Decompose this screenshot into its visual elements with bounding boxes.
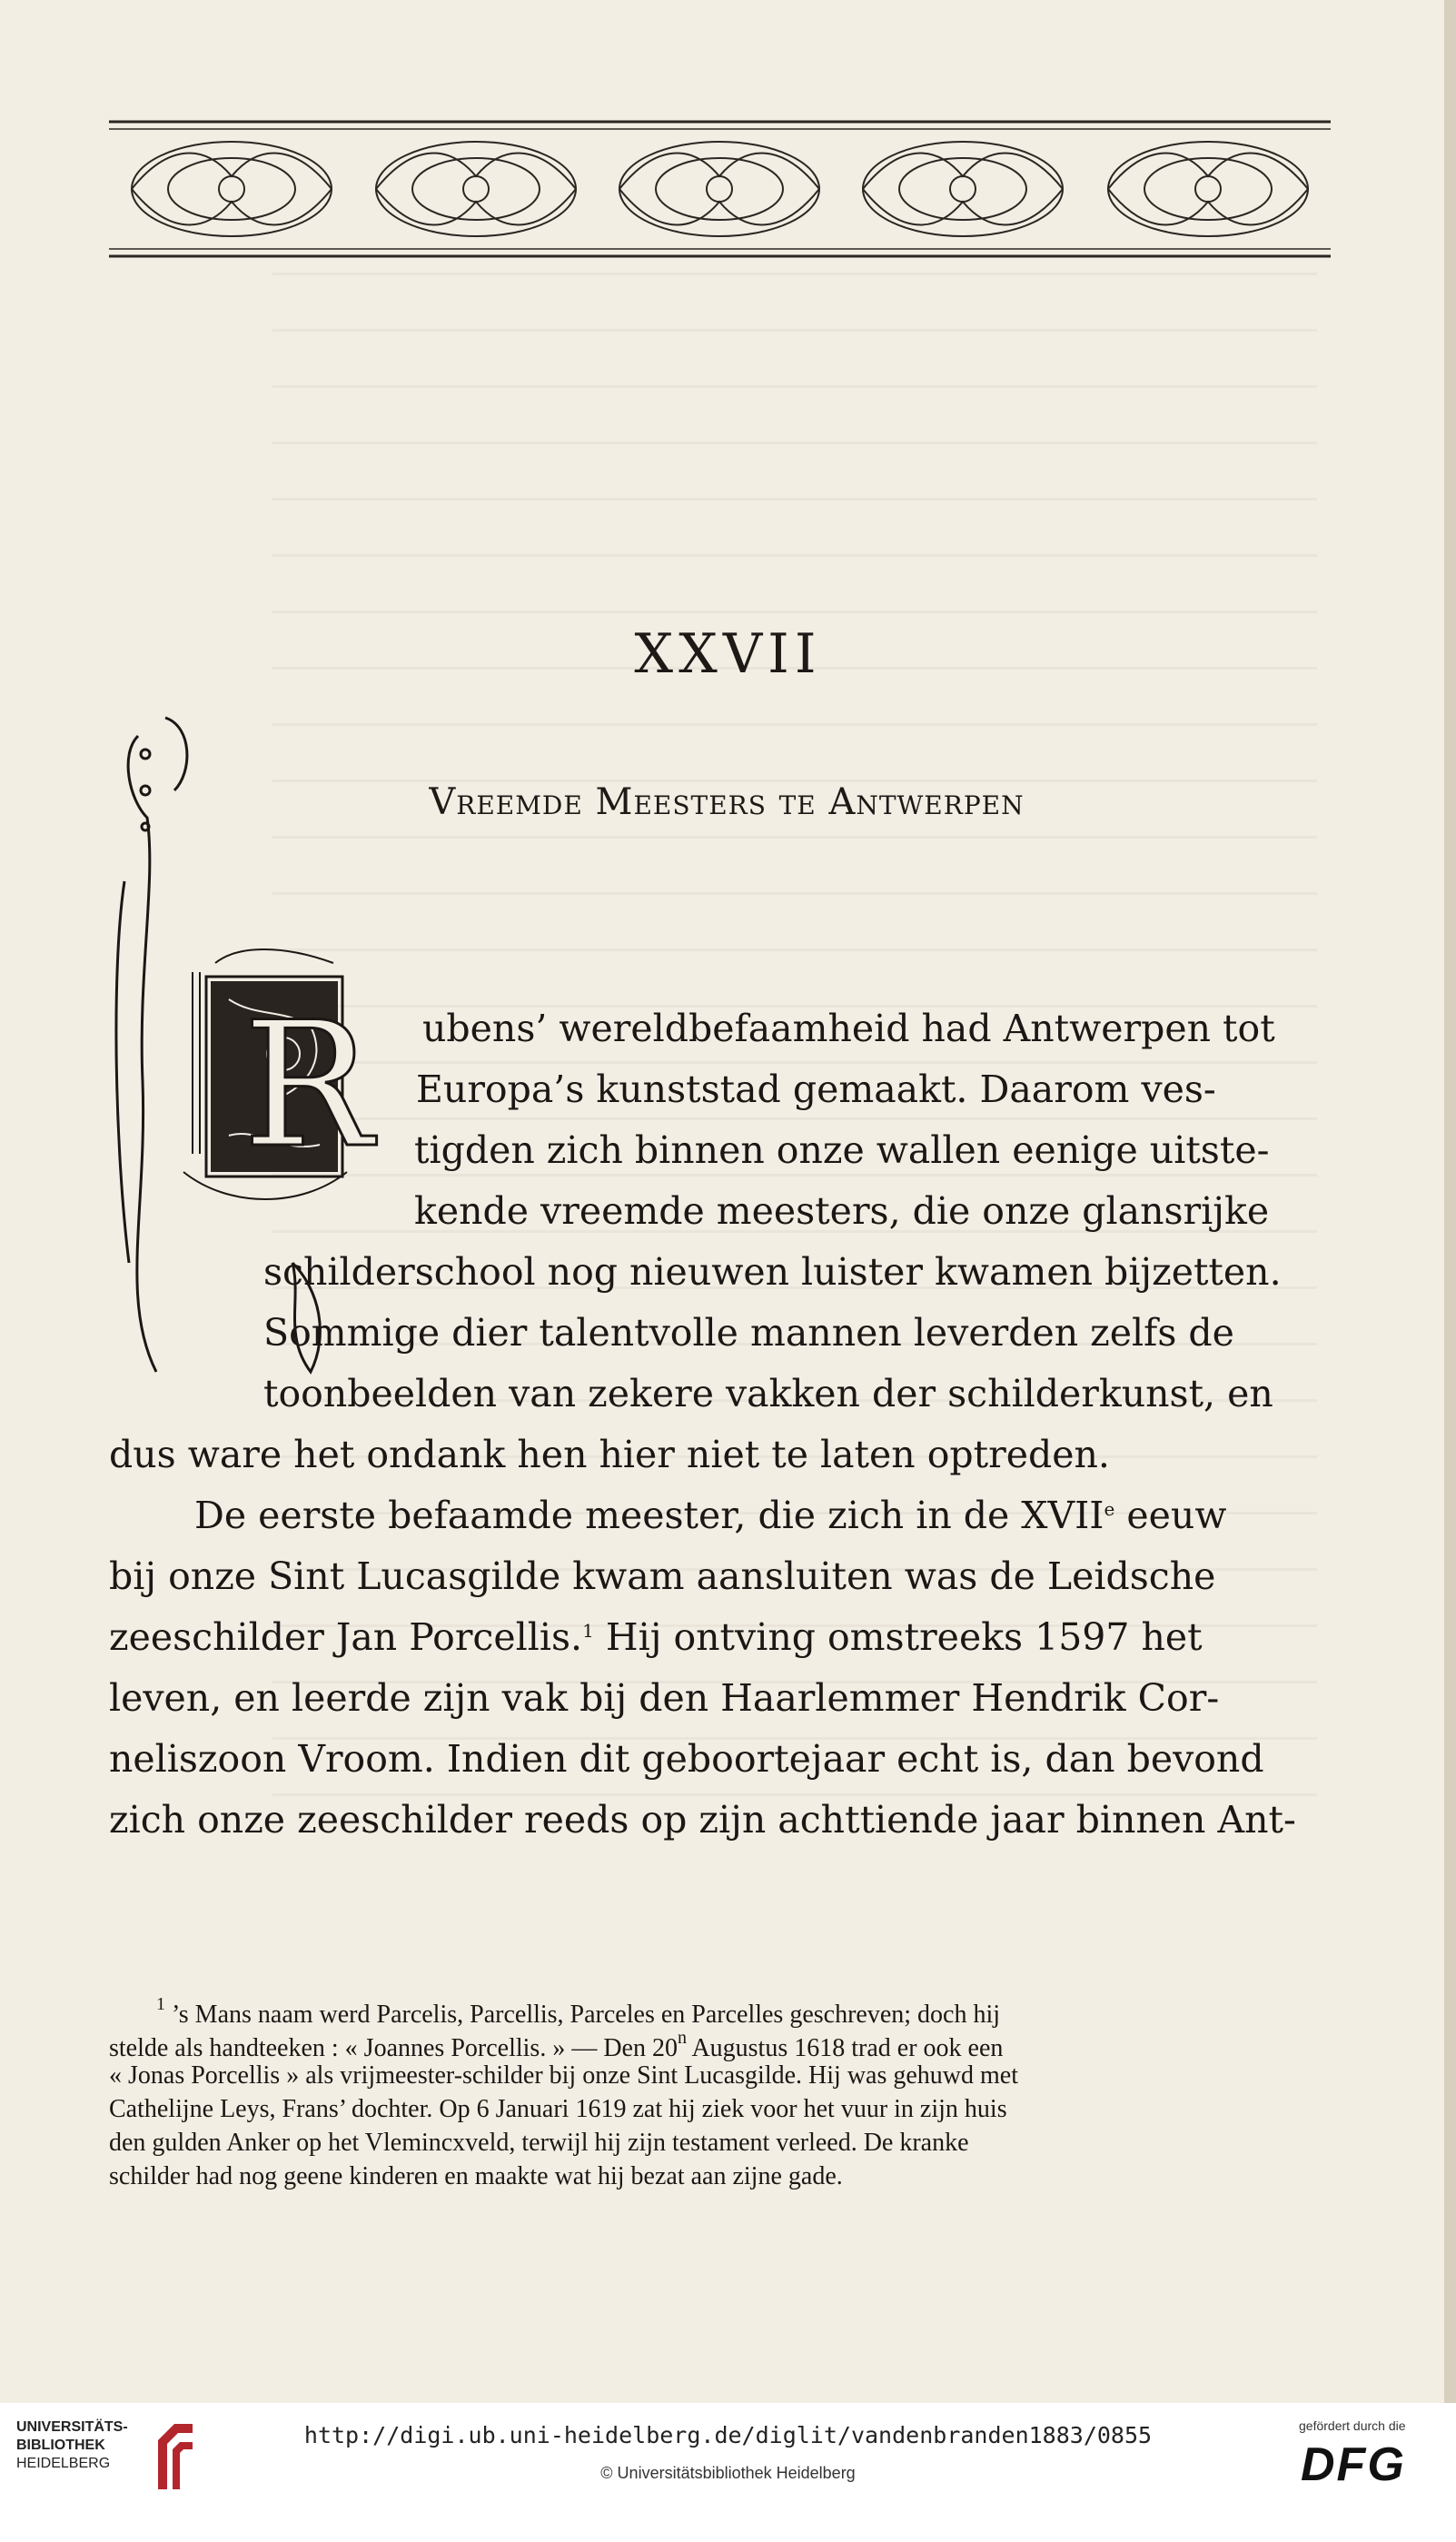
body-line: schilderschool nog nieuwen luister kwamen bijzetten.	[263, 1250, 1282, 1294]
body-line: toonbeelden van zekere vakken der schilderkunst, en	[263, 1372, 1273, 1415]
superscript: e	[1104, 1498, 1115, 1520]
body-line: leven, en leerde zijn vak bij den Haarlemmer Hendrik Cor-	[109, 1676, 1220, 1720]
body-line: neliszoon Vroom. Indien dit geboortejaar echt is, dan bevond	[109, 1737, 1264, 1781]
footnote-line	[109, 2028, 1003, 2063]
dropcap-letter: R	[243, 985, 373, 1186]
footnote-reference: 1	[582, 1620, 594, 1642]
body-line: ubens’ wereldbefaamheid had Antwerpen tot	[422, 1007, 1275, 1050]
funding-note: gefördert durch die	[1299, 2418, 1406, 2433]
footnote-text: Augustus 1618 trad er ook een	[691, 2034, 1004, 2062]
footnote-marker: 1	[156, 1994, 165, 2014]
chapter-number: XXVII	[634, 622, 822, 686]
body-text: eeuw	[1126, 1494, 1227, 1537]
body-text: De eerste befaamde meester, die zich in de XVII	[194, 1494, 1104, 1537]
permalink-url[interactable]: http://digi.ub.uni-heidelberg.de/diglit/vandenbranden1883/0855	[303, 2422, 1153, 2448]
body-line: Europa’s kunststad gemaakt. Daarom ves-	[416, 1067, 1216, 1111]
body-line: zich onze zeeschilder reeds op zijn achttiende jaar binnen Ant-	[109, 1798, 1296, 1842]
body-line: kende vreemde meesters, die onze glansrijke	[414, 1189, 1270, 1233]
footnote-text: ’s Mans naam werd Parcelis, Parcellis, Parceles en Parcelles geschreven; doch hij	[172, 2001, 1001, 2029]
logo-line: BIBLIOTHEK	[16, 2438, 105, 2453]
superscript: n	[677, 2028, 687, 2048]
footnote-line: Cathelijne Leys, Frans’ dochter. Op 6 Januari 1619 zat hij ziek voor het vuur in zijn huis	[109, 2095, 1007, 2123]
body-text: zeeschilder Jan Porcellis.	[109, 1615, 583, 1659]
body-line: tigden zich binnen onze wallen eenige uitste-	[414, 1128, 1270, 1172]
chapter-title: Vreemde Meesters te Antwerpen	[429, 781, 1025, 823]
body-line	[109, 1615, 1203, 1659]
footnote-line: « Jonas Porcellis » als vrijmeester-schilder bij onze Sint Lucasgilde. Hij was gehuwd met	[109, 2061, 1018, 2090]
body-line: Sommige dier talentvolle mannen leverden zelfs de	[263, 1311, 1234, 1355]
logo-line: UNIVERSITÄTS-	[16, 2419, 128, 2435]
dfg-logo[interactable]: DFG	[1301, 2438, 1406, 2491]
copyright-notice: © Universitätsbibliothek Heidelberg	[600, 2464, 856, 2482]
footnote-line	[156, 1994, 1000, 2030]
ornamental-header-band	[109, 116, 1331, 262]
footnote-line: den gulden Anker op het Vlemincxveld, terwijl hij zijn testament verleed. De kranke	[109, 2129, 969, 2157]
footnote-text: stelde als handteeken : « Joannes Porcellis. » — Den 20	[109, 2034, 678, 2062]
body-line: bij onze Sint Lucasgilde kwam aansluiten was de Leidsche	[109, 1554, 1216, 1598]
logo-line: HEIDELBERG	[16, 2456, 111, 2471]
body-line: dus ware het ondank hen hier niet te laten optreden.	[109, 1433, 1110, 1476]
page-edge	[1444, 0, 1456, 2403]
body-line	[194, 1494, 1226, 1537]
body-text: Hij ontving omstreeks 1597 het	[605, 1615, 1203, 1659]
footnote-line: schilder had nog geene kinderen en maakte wat hij bezat aan zijne gade.	[109, 2162, 843, 2190]
